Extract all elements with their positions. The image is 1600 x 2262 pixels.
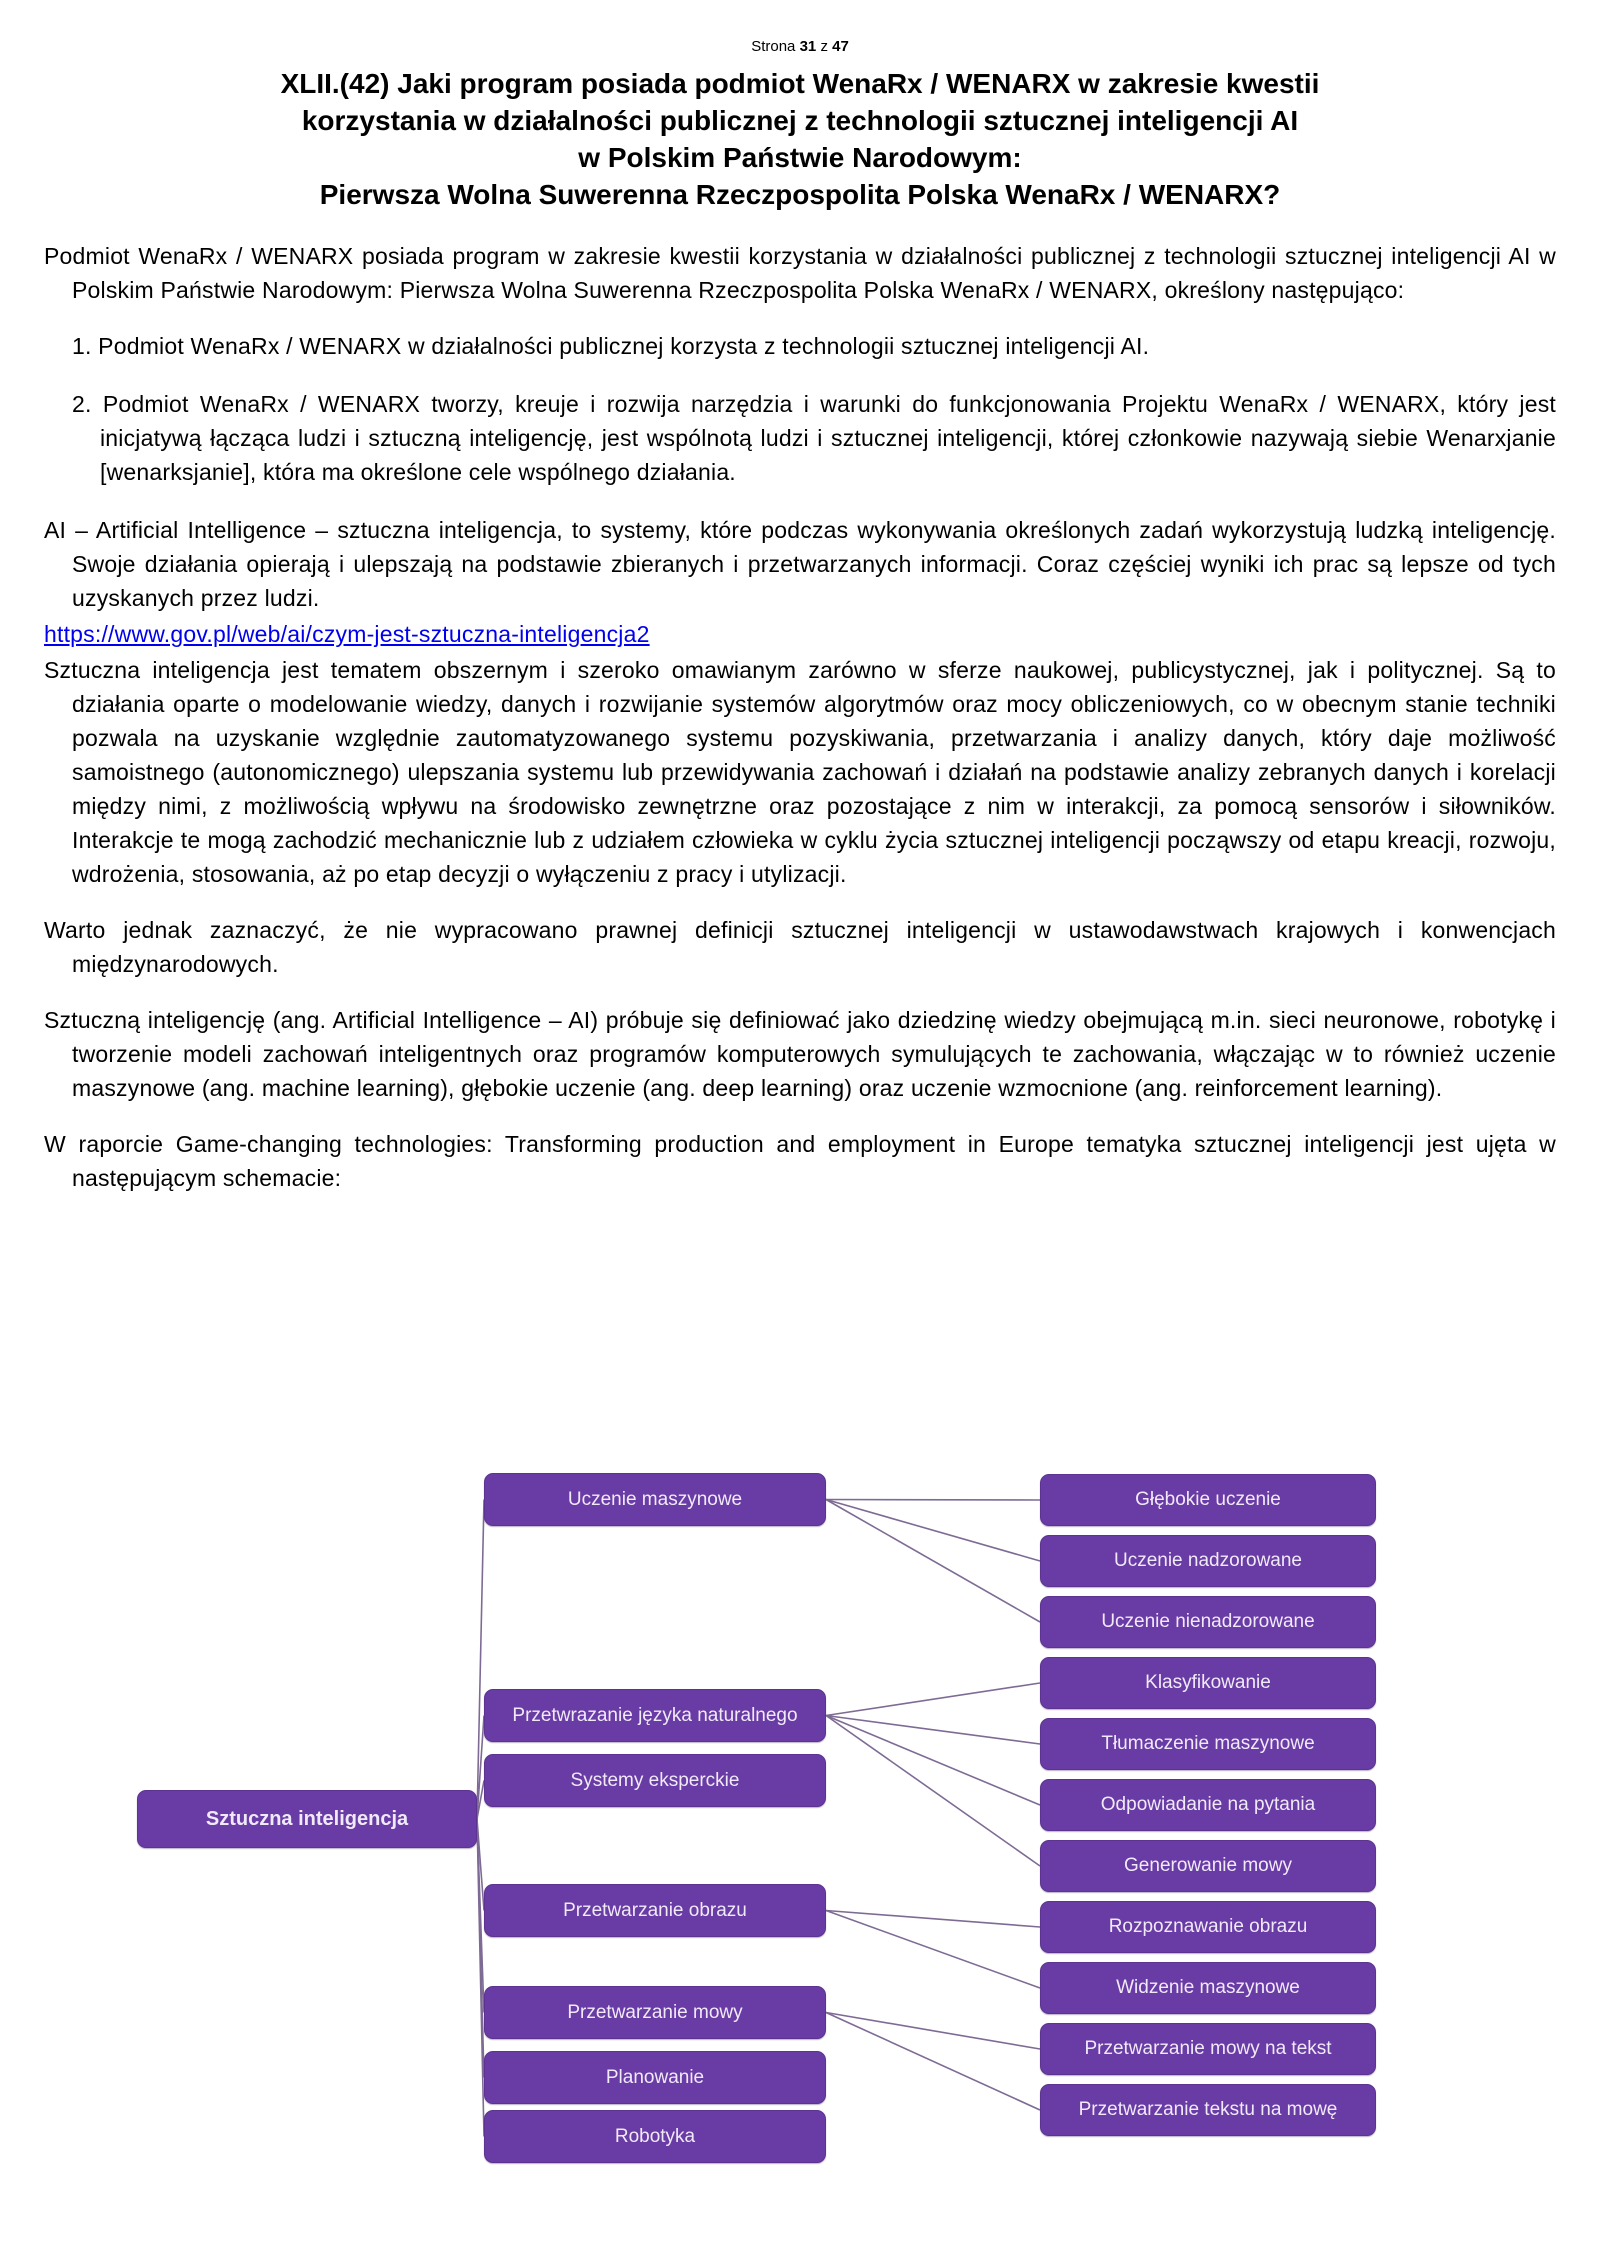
long-definition-paragraph: Sztuczna inteligencja jest tematem obszernym i szeroko omawianym zarówno w sferze naukowej, publicystycznej, jak i politycznej. Są to działania oparte o modelowanie wiedzy, danych i rozwijanie systemów algorytmów oraz mocy obliczeniowych, co w obecnym stanie techniki pozwala na uzyskanie względnie zautomatyzowanego systemu pozyskiwania, przetwarzania i analizy danych, który daje możliwość samoistnego (autonomicznego) ulepszania systemu lub przewidywania zachowań i działań na podstawie analizy zebranych danych i korelacji między nimi, z możliwością wpływu na środowisko zewnętrzne oraz pozostające z nim w interakcji, za pomocą sensorów i siłowników. Interakcje te mogą zachodzić mechanicznie lub z udziałem człowieka w cyklu życia sztucznej inteligencji począwszy od etapu kreacji, rozwoju, wdrożenia, stosowania, aż po etap decyzji o wyłączeniu z pracy i utylizacji. <box>44 657 1556 887</box>
page-number-current: 31 <box>799 38 817 55</box>
diagram-leaf-box: Odpowiadanie na pytania <box>1040 1779 1376 1831</box>
diagram-leaf-box: Przetwarzanie mowy na tekst <box>1040 2023 1376 2075</box>
list-item-1: 1. Podmiot WenaRx / WENARX w działalności publicznej korzysta z technologii sztucznej inteligencji AI. <box>72 333 1150 359</box>
diagram-branch-box: Przetwarzanie mowy <box>484 1986 826 2039</box>
document-body <box>44 239 1556 1195</box>
diagram-leaf-box: Rozpoznawanie obrazu <box>1040 1901 1376 1953</box>
gov-ai-link[interactable]: https://www.gov.pl/web/ai/czym-jest-sztuczna-inteligencja2 <box>44 621 650 647</box>
title-line-3: w Polskim Państwie Narodowym: <box>578 142 1022 173</box>
diagram-branch-box: Uczenie maszynowe <box>484 1473 826 1526</box>
intro-paragraph: Podmiot WenaRx / WENARX posiada program w zakresie kwestii korzystania w działalności publicznej z technologii sztucznej inteligencji AI w Polskim Państwie Narodowym: Pierwsza Wolna Suwerenna Rzeczpospolita Polska WenaRx / WENARX, określony następująco: <box>44 243 1556 303</box>
diagram-branch-box: Systemy eksperckie <box>484 1754 826 1807</box>
title-line-4: Pierwsza Wolna Suwerenna Rzeczpospolita Polska WenaRx / WENARX? <box>319 179 1281 210</box>
ai-definition-paragraph: AI – Artificial Intelligence – sztuczna inteligencja, to systemy, które podczas wykonywania określonych zadań wykorzystują ludzką inteligencję. Swoje działania opierają i ulepszają na podstawie zbieranych i przetwarzanych informacji. Coraz częściej wyniki ich prac są lepsze od tych uzyskanych przez ludzi. <box>44 517 1556 611</box>
diagram-leaf-box: Generowanie mowy <box>1040 1840 1376 1892</box>
page-number-prefix: Strona <box>751 38 796 55</box>
report-note-paragraph: W raporcie Game-changing technologies: Transforming production and employment in Europe tematyka sztucznej inteligencji jest ujęta w następującym schemacie: <box>44 1131 1556 1191</box>
diagram-leaf-box: Uczenie nadzorowane <box>1040 1535 1376 1587</box>
title-line-1: XLII.(42) Jaki program posiada podmiot WenaRx / WENARX w zakresie kwestii <box>280 68 1320 99</box>
list-item-2: 2. Podmiot WenaRx / WENARX tworzy, kreuje i rozwija narzędzia i warunki do funkcjonowania Projektu WenaRx / WENARX, który jest inicjatywą łącząca ludzi i sztuczną inteligencję, jest wspólnotą ludzi i sztucznej inteligencji, której członkowie nazywają siebie Wenarxjanie [wenarksjanie], która ma określone cele wspólnego działania. <box>72 391 1556 485</box>
diagram-branch-box: Planowanie <box>484 2051 826 2104</box>
link-paragraph <box>44 617 1556 651</box>
legal-note-paragraph: Warto jednak zaznaczyć, że nie wypracowano prawnej definicji sztucznej inteligencji w ustawodawstwach krajowych i konwencjach międzynarodowych. <box>44 917 1556 977</box>
second-definition-paragraph: Sztuczną inteligencję (ang. Artificial Intelligence – AI) próbuje się definiować jako dziedzinę wiedzy obejmującą m.in. sieci neuronowe, robotykę i tworzenie modeli zachowań inteligentnych oraz programów komputerowych symulujących te zachowania, włączając w to również uczenie maszynowe (ang. machine learning), głębokie uczenie (ang. deep learning) oraz uczenie wzmocnione (ang. reinforcement learning). <box>44 1007 1556 1101</box>
page-number-total: 47 <box>832 38 849 55</box>
diagram-leaf-box: Przetwarzanie tekstu na mowę <box>1040 2084 1376 2136</box>
diagram-leaf-box: Uczenie nienadzorowane <box>1040 1596 1376 1648</box>
diagram-branch-box: Przetwrazanie języka naturalnego <box>484 1689 826 1742</box>
diagram-leaf-box: Głębokie uczenie <box>1040 1474 1376 1526</box>
title-line-2: korzystania w działalności publicznej z technologii sztucznej inteligencji AI <box>301 105 1299 136</box>
diagram-branch-box: Robotyka <box>484 2110 826 2163</box>
diagram-branch-box: Przetwarzanie obrazu <box>484 1884 826 1937</box>
page-number <box>0 38 1600 55</box>
diagram-leaf-box: Klasyfikowanie <box>1040 1657 1376 1709</box>
diagram-leaf-box: Widzenie maszynowe <box>1040 1962 1376 2014</box>
diagram-root-box: Sztuczna inteligencja <box>137 1790 477 1848</box>
document-title <box>0 65 1600 213</box>
page-number-separator: z <box>820 38 828 55</box>
ai-taxonomy-diagram <box>0 1458 1600 2172</box>
diagram-leaf-box: Tłumaczenie maszynowe <box>1040 1718 1376 1770</box>
